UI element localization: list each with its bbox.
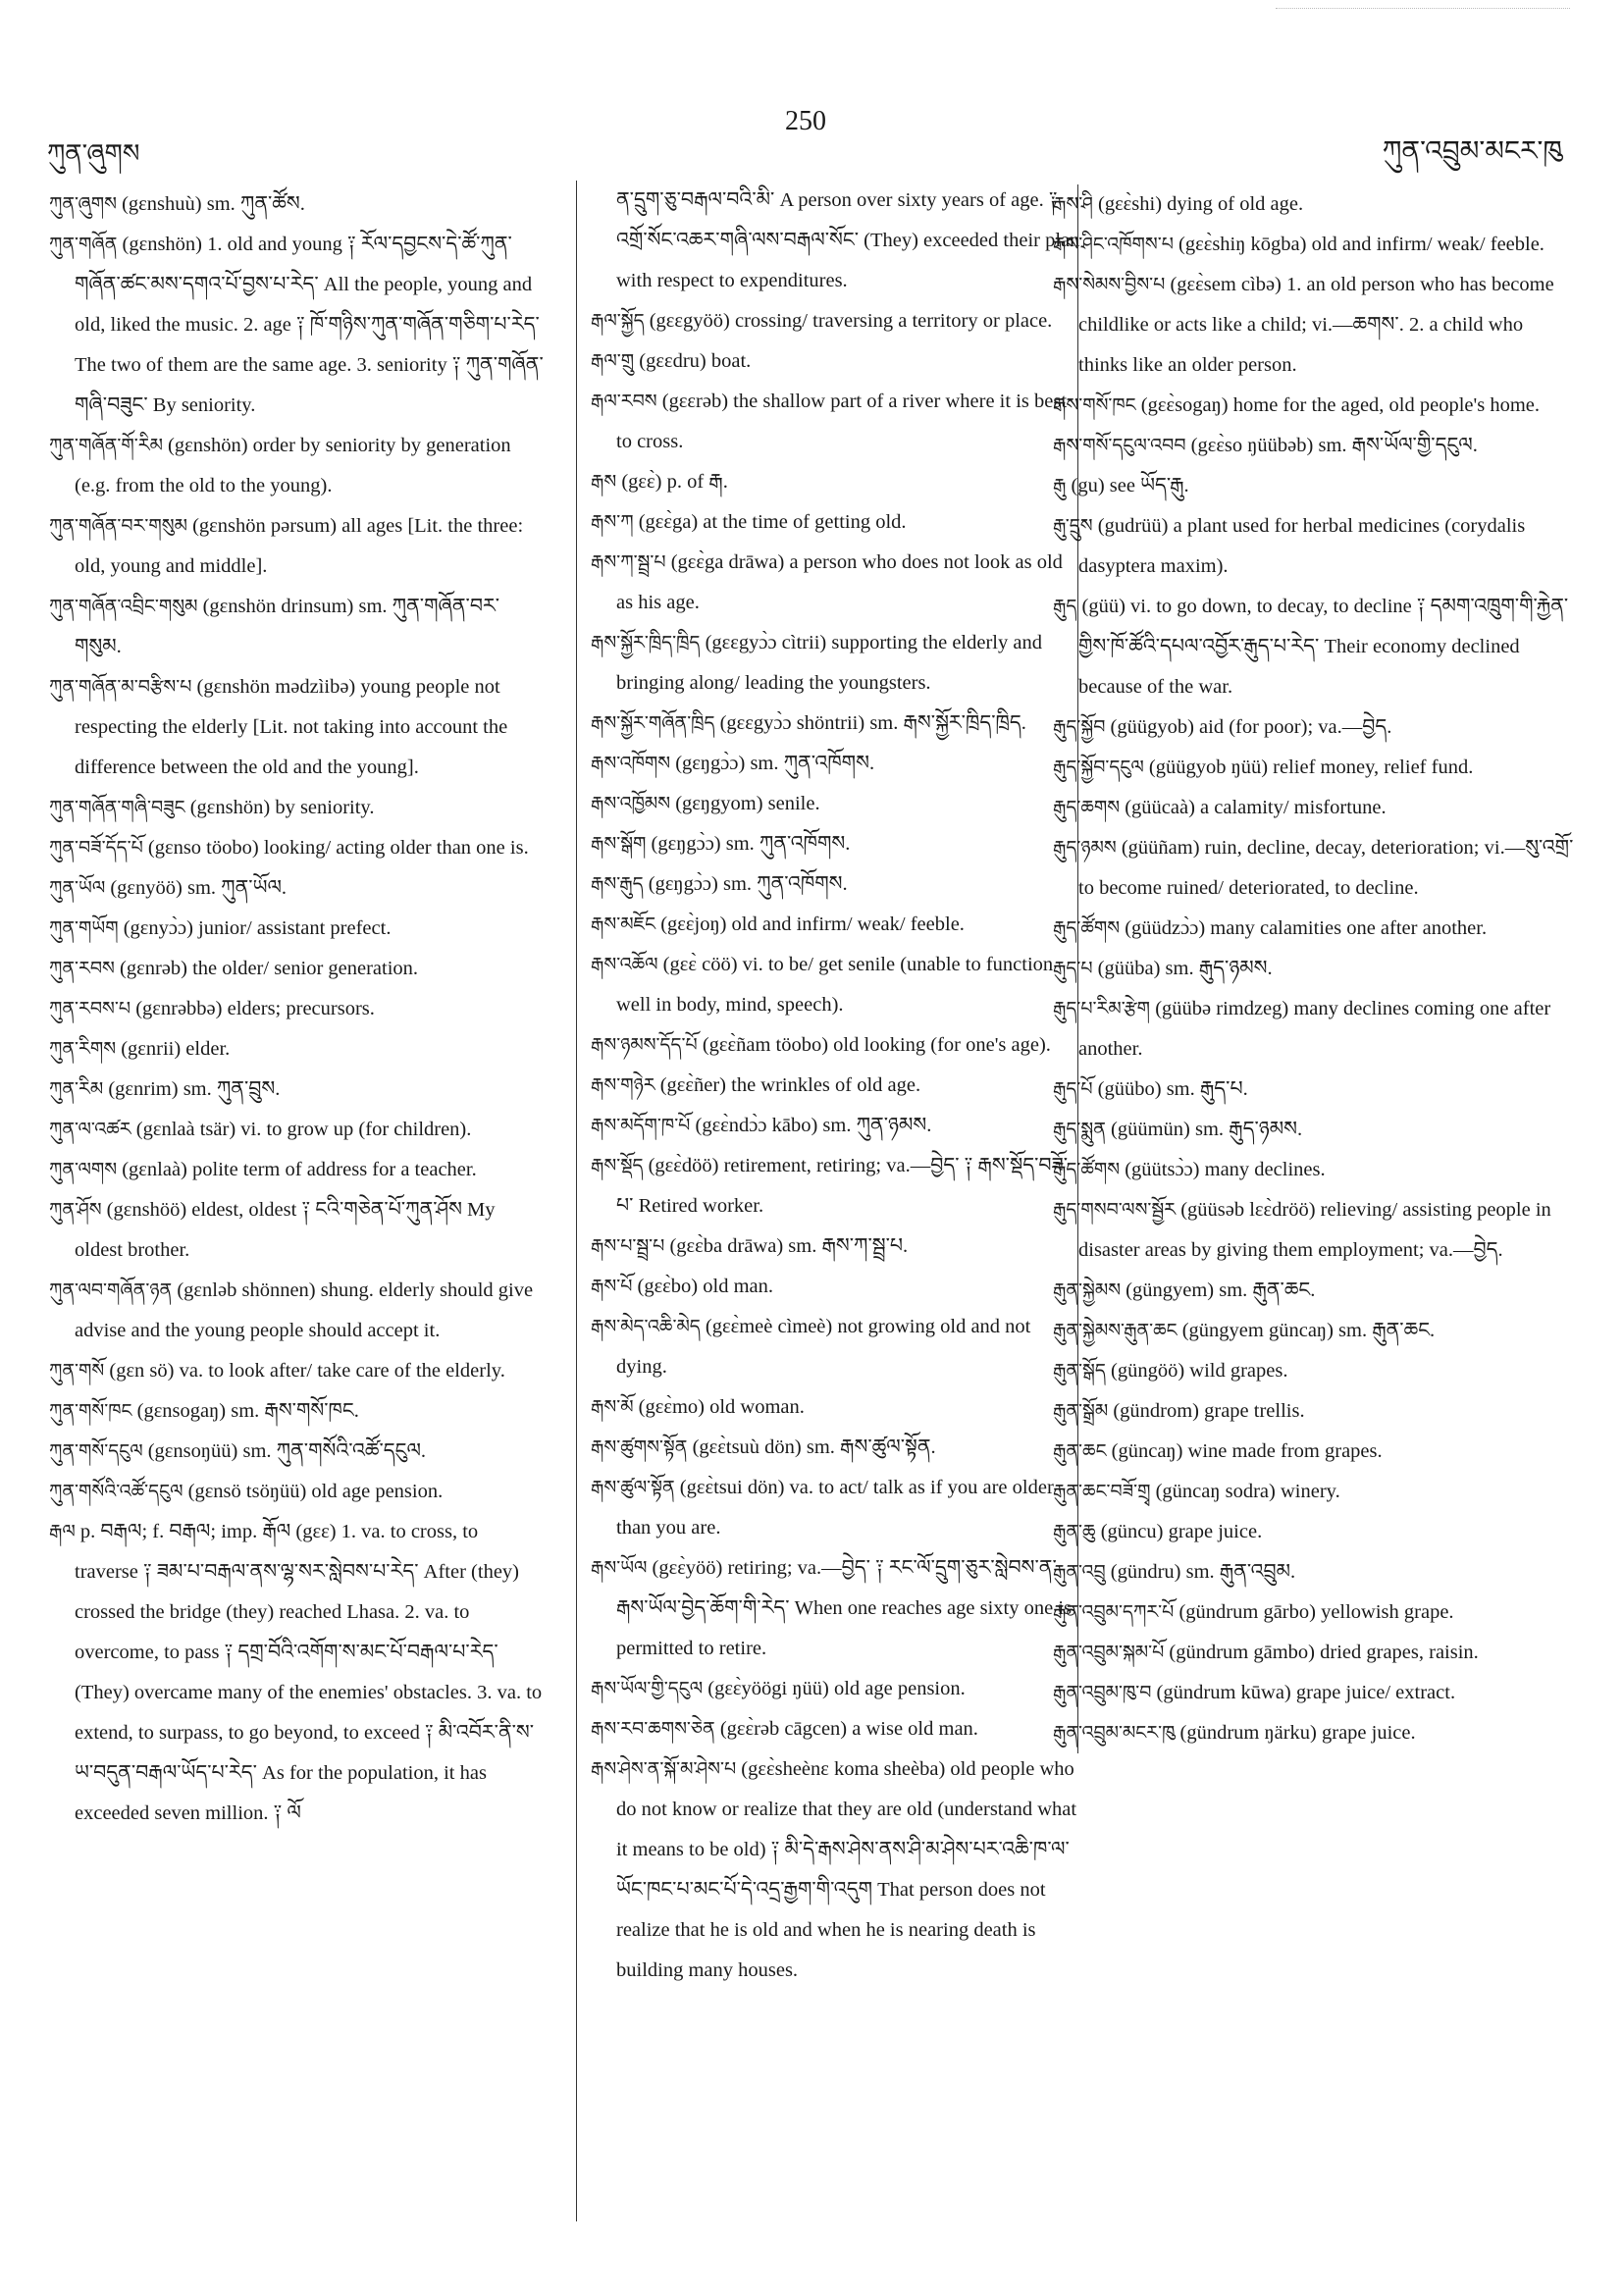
dictionary-entry <box>591 1428 1084 1468</box>
dictionary-entry <box>591 341 1084 382</box>
definition: (güncu) grape juice. <box>1100 1521 1263 1542</box>
dictionary-entry <box>591 462 1084 502</box>
definition: (güümün) sm. རྒུད་ཉམས. <box>1111 1119 1303 1140</box>
definition: (gɛɛ̀shiŋ kōgba) old and infirm/ weak/ feeble. <box>1178 234 1544 255</box>
headword: ཀུན་གཡོག <box>49 917 119 939</box>
dictionary-entry <box>49 1472 545 1512</box>
headword: རྒུད་ཆགས <box>1053 797 1121 818</box>
definition: (güücaà) a calamity/ misfortune. <box>1125 797 1387 818</box>
dictionary-entry <box>1053 506 1574 587</box>
dictionary-entry <box>1053 828 1574 909</box>
dictionary-entry <box>1053 1271 1574 1311</box>
left-guide-word: ཀུན་ཞུགས <box>47 139 140 169</box>
dictionary-entry <box>1053 1190 1574 1271</box>
definition: (gɛɛ̀sogaŋ) home for the aged, old people's home. <box>1140 394 1540 416</box>
definition: (güügyob ŋüü) relief money, relief fund. <box>1148 757 1474 778</box>
dictionary-entry <box>49 1110 545 1150</box>
dictionary-entry <box>1053 1391 1574 1432</box>
definition: (gɛnshön pərsum) all ages [Lit. the three: old, young and middle]. <box>75 515 524 577</box>
dictionary-entry <box>49 1029 545 1070</box>
headword: རྒས་ཡོལ <box>591 1557 648 1579</box>
definition: (gɛnshön mədzìibə) young people not respecting the elderly [Lit. not taking into account the difference between the old and the young]. <box>75 676 508 778</box>
headword: ཀུན་གསོ་ཁང <box>49 1400 132 1422</box>
definition: (gündru) sm. རྒུན་འབྲུམ. <box>1110 1561 1296 1583</box>
definition: (gündrum gāmbo) dried grapes, raisin. <box>1169 1642 1479 1663</box>
dictionary-entry <box>49 1391 545 1432</box>
dictionary-entry <box>1053 265 1574 386</box>
headword: ཀུན་གཞོན་གོ་རིམ <box>49 435 163 456</box>
headword: རྒུན་འབྲུམ་སྐམ་པོ <box>1053 1642 1165 1663</box>
headword: རྒས་སྒོག <box>591 833 647 855</box>
headword: རྒས་པ་སྦྲ་པ <box>591 1235 665 1257</box>
dictionary-entry <box>49 1070 545 1110</box>
headword: ཀུན་ལ་འཚར <box>49 1119 131 1140</box>
definition: (gɛnrii) elder. <box>121 1038 231 1060</box>
headword: རྒས་སྐྱོར་ཁྲིད་ཁྲིད <box>591 632 701 653</box>
headword: རྒས <box>591 471 617 493</box>
dictionary-entry <box>591 824 1084 864</box>
dictionary-entry <box>1053 466 1574 506</box>
definition: (gɛnrəb) the older/ senior generation. <box>120 958 419 979</box>
headword: ཀུན་གཞོན་གཞི་བཟུང <box>49 797 185 818</box>
headword: རྒུན་ཆུ <box>1053 1521 1096 1542</box>
headword: ཀུན་ལགས <box>49 1159 118 1180</box>
right-guide-word: ཀུན་འབྲུམ་མངར་ཁུ <box>1382 134 1562 167</box>
dictionary-entry <box>1053 1673 1574 1713</box>
definition: (güngöö) wild grapes. <box>1111 1360 1288 1382</box>
definition: (gɛɛ̀ñam töobo) old looking (for one's age). <box>702 1034 1051 1056</box>
definition: (güütsɔ̀ɔ) many declines. <box>1125 1159 1326 1180</box>
dictionary-entry <box>1053 225 1574 265</box>
headword: རྒུན་འབྲུ <box>1053 1561 1106 1583</box>
headword: ཀུན་གཞོན་བར་གསུམ <box>49 515 187 537</box>
dictionary-entry <box>591 1468 1084 1548</box>
definition: p. བརྒལ; f. བརྒལ; imp. རྒོལ (gɛɛ) 1. va. to cross, to traverse ༑ ཟམ་པ་བརྒལ་ནས་ལྷ་སར་སླེབས་པ་རེད་ After (they) crossed the bridge (they) reached Lhasa. 2. va. to overcome, to pass ༑ དགྲ་བོའི་འགོག་ས་མང་པོ་བརྒལ་པ་རེད་ (They) overcame many of the enemies' obstacles. 3. va. to extend, to surpass, to go beyond, to exceed ༑ མི་འབོར་ནི་ས་ཡ་བདུན་བརྒལ་ཡོད་པ་རེད་ As for the population, it has exceeded seven million. ༑ ལོ <box>75 1521 543 1824</box>
headword: ཀུན་གཞོན <box>49 234 118 255</box>
headword: རྒལ་གྲུ <box>591 350 635 372</box>
headword: རྒས་རྒུད <box>591 873 644 895</box>
column-2 <box>576 181 1084 2221</box>
dictionary-entry <box>49 184 545 225</box>
definition: (güüsəb lɛɛ̀dröö) relieving/ assisting people in disaster areas by giving them employment; va.—བྱེད. <box>1078 1199 1551 1261</box>
headword: ཀུན་གཞོན་མ་བརྩིས་པ <box>49 676 192 698</box>
dictionary-entry <box>1053 587 1574 707</box>
dictionary-entry <box>49 1190 545 1271</box>
dictionary-entry <box>49 989 545 1029</box>
definition: (güncaŋ) wine made from grapes. <box>1111 1440 1383 1462</box>
headword: རྒུན་འབྲུམ་དཀར་པོ <box>1053 1601 1175 1623</box>
definition: (gɛɛgyɔ̀ɔ shöntrii) sm. རྒས་སྐྱོར་ཁྲིད་ཁྲིད. <box>719 712 1026 734</box>
headword: རྒལ <box>49 1521 76 1542</box>
top-rule <box>1276 8 1570 9</box>
headword: རྒུན་སྒྲོམ <box>1053 1400 1109 1422</box>
dictionary-entry <box>591 1548 1084 1669</box>
headword: རྒས་ཚུགས་སྟོན <box>591 1436 688 1458</box>
headword: རྒུན་སྒོད <box>1053 1360 1106 1382</box>
dictionary-entry <box>1053 1311 1574 1351</box>
definition: (gu) see ཡོད་རྒུ. <box>1071 475 1189 496</box>
headword: རྒུད་པ <box>1053 958 1093 979</box>
page-number: 250 <box>785 106 826 136</box>
headword: རྒས་ཤེས་ན་སྐོ་མ་ཤེས་པ <box>591 1758 737 1780</box>
headword: རྒས་ཤི <box>1053 193 1093 215</box>
headword: རྒས་མདོག་ཁ་པོ <box>591 1115 691 1136</box>
dictionary-entry <box>591 1106 1084 1146</box>
headword: ཀུན་ཡོལ <box>49 877 106 899</box>
definition: (gɛɛgyɔ̀ɔ cìtrii) supporting the elderly and bringing along/ leading the youngsters. <box>616 632 1042 694</box>
dictionary-entry <box>591 543 1084 623</box>
dictionary-entry <box>49 868 545 909</box>
definition: (gɛɛ̀so ŋüübəb) sm. རྒས་ཡོལ་གྱི་དངུལ. <box>1190 435 1478 456</box>
headword: རྒས་སེམས་བྱིས་པ <box>1053 274 1166 295</box>
definition: (gündrom) grape trellis. <box>1113 1400 1305 1422</box>
definition: (gɛɛ̀sheènɛ koma sheèba) old people who do not know or realize that they are old (understand what it means to be old) ༑ མི་དེ་རྒས་ཤེས་ནས་ཤི་མ་ཤེས་པར་འཆི་ཁ་ལ་ཡོང་ཁང་པ་མང་པོ་དེ་འདྲ་རྒྱག་གི་འདུག That person does not realize that he is old and when he is nearing death is building many houses. <box>616 1758 1077 1981</box>
dictionary-entry <box>1053 1432 1574 1472</box>
definition: (gɛnyöö) sm. ཀུན་ཡོལ. <box>110 877 288 899</box>
headword: ཀུན་རིམ <box>49 1078 104 1100</box>
dictionary-entry <box>1053 184 1574 225</box>
definition: (gɛɛ̀rəb cāgcen) a wise old man. <box>719 1718 978 1740</box>
headword: རྒུན་སྐྱེམས་རྒུན་ཆང <box>1053 1320 1178 1341</box>
dictionary-entry <box>591 1066 1084 1106</box>
headword: རྒས་སྡོད <box>591 1155 644 1176</box>
headword: རྒུན་སྐྱེམས <box>1053 1279 1122 1301</box>
headword: རྒས་འཁྱོམས <box>591 793 671 814</box>
headword: རྒུད <box>1053 596 1077 617</box>
definition: (gɛɛdru) boat. <box>639 350 752 372</box>
definition: (gɛɛ̀meè cìmeè) not growing old and not dying. <box>616 1316 1031 1378</box>
definition: (gɛɛ̀yöö) retiring; va.—བྱེད་ ༑ རང་ལོ་དྲུག་ཅུར་སླེབས་ན་རྒས་ཡོལ་བྱེད་ཆོག་གི་རེད་ When one reaches age sixty one is permitted to retire. <box>616 1557 1073 1659</box>
definition: (gɛɛ̀joŋ) old and infirm/ weak/ feeble. <box>660 913 965 935</box>
dictionary-entry <box>1053 707 1574 748</box>
headword: རྒས་ཀ་སྦྲ་པ <box>591 551 666 573</box>
definition: (gɛɛgyöö) crossing/ traversing a territory or place. <box>649 310 1053 332</box>
dictionary-entry <box>1053 1592 1574 1633</box>
column-3 <box>1053 184 1574 1753</box>
dictionary-entry <box>591 502 1084 543</box>
dictionary-entry <box>49 1150 545 1190</box>
dictionary-entry <box>49 1432 545 1472</box>
headword: རྒས་ཚུལ་སྟོན <box>591 1477 675 1498</box>
definition: (gündrum kūwa) grape juice/ extract. <box>1156 1682 1456 1703</box>
definition: (gɛŋgɔ̀ɔ) sm. ཀུན་འཁོགས. <box>651 833 851 855</box>
headword: རྒས་ཤིང་འཁོགས་པ <box>1053 234 1174 255</box>
headword: ཀུན་རིགས <box>49 1038 117 1060</box>
definition: (gɛŋgɔ̀ɔ) sm. ཀུན་འཁོགས. <box>675 753 875 774</box>
definition: (gɛŋgɔ̀ɔ) sm. ཀུན་འཁོགས. <box>648 873 848 895</box>
headword: རྒུད་གསབ་ལས་སྦྱོར <box>1053 1199 1177 1221</box>
dictionary-entry <box>1053 1070 1574 1110</box>
headword: རྒུན་ཆང <box>1053 1440 1107 1462</box>
headword: ཀུན་ལབ་གཞོན་ཉན <box>49 1279 173 1301</box>
headword: རྒུན་འབྲུམ་མངར་ཁུ <box>1053 1722 1176 1744</box>
definition: (gɛnlaà) polite term of address for a teacher. <box>122 1159 477 1180</box>
definition: (gɛɛ̀sem cìbə) 1. an old person who has become childlike or acts like a child; vi.—ཆགས་. 2. a child who thinks like an older person. <box>1078 274 1554 376</box>
definition: (gündrum ŋärku) grape juice. <box>1179 1722 1416 1744</box>
definition: (güüdzɔ̀ɔ) many calamities one after another. <box>1125 917 1488 939</box>
dictionary-entry <box>1053 1713 1574 1753</box>
definition: (gɛnləb shönnen) shung. elderly should give advise and the young people should accept it. <box>75 1279 534 1341</box>
dictionary-entry <box>49 828 545 868</box>
headword: ཀུན་གསོ་དངུལ <box>49 1440 143 1462</box>
dictionary-entry <box>49 949 545 989</box>
definition: (gɛnrim) sm. ཀུན་བྲུས. <box>108 1078 281 1100</box>
dictionary-entry <box>591 382 1084 462</box>
headword: རྒས་ཀ <box>591 511 634 533</box>
headword: རྒས་གསོ་དངུལ་འབབ <box>1053 435 1186 456</box>
headword: རྒས་གསོ་ཁང <box>1053 394 1136 416</box>
definition: (gɛnshöö) eldest, oldest ༑ ངའི་གཅེན་པོ་ཀུན་ཤོས My oldest brother. <box>75 1199 496 1261</box>
definition: (gɛnshön drinsum) sm. ཀུན་གཞོན་བར་གསུམ. <box>75 596 500 657</box>
dictionary-entry <box>49 788 545 828</box>
definition: (güübo) sm. རྒུད་པ. <box>1097 1078 1248 1100</box>
definition: (gɛn sö) va. to look after/ take care of the elderly. <box>109 1360 505 1382</box>
definition: (gɛɛ̀ndɔ̀ɔ kābo) sm. ཀུན་ཉམས. <box>695 1115 932 1136</box>
definition: (gɛɛ̀shi) dying of old age. <box>1098 193 1304 215</box>
dictionary-entry <box>49 225 545 426</box>
dictionary-entry <box>1053 386 1574 426</box>
definition: (gudrüü) a plant used for herbal medicines (corydalis dasyptera maxim). <box>1078 515 1526 577</box>
headword: རྒས་པོ <box>591 1276 633 1297</box>
dictionary-entry <box>591 1307 1084 1387</box>
definition: (gɛnyɔ̀ɔ) junior/ assistant prefect. <box>123 917 392 939</box>
headword: རྒས་མེད་འཆི་མེད <box>591 1316 701 1337</box>
definition: (gɛɛ̀tsui dön) va. to act/ talk as if you are older than you are. <box>616 1477 1054 1539</box>
headword: ཀུན་གསོ <box>49 1360 105 1382</box>
dictionary-entry <box>591 864 1084 905</box>
definition: (gɛŋgyom) senile. <box>675 793 820 814</box>
dictionary-entry <box>1053 1633 1574 1673</box>
definition: (gɛɛ̀bo) old man. <box>637 1276 773 1297</box>
definition: (güngyem) sm. རྒུན་ཆང. <box>1126 1279 1316 1301</box>
headword: རྒུ་དྲུས <box>1053 515 1093 537</box>
dictionary-entry <box>591 704 1084 744</box>
definition: (gɛnso töobo) looking/ acting older than one is. <box>147 837 529 859</box>
definition: (güügyob) aid (for poor); va.—བྱེད. <box>1110 716 1392 738</box>
dictionary-entry <box>1053 909 1574 949</box>
headword: རྒས་གཉེར <box>591 1074 655 1096</box>
headword: ཀུན་ཤོས <box>49 1199 102 1221</box>
definition: (gɛɛ̀) p. of རྒ. <box>621 471 728 493</box>
headword: རྒས་མཇོང <box>591 913 656 935</box>
dictionary-entry <box>1053 989 1574 1070</box>
definition: (gɛɛ̀tsuù dön) sm. རྒས་ཚུལ་སྟོན. <box>692 1436 936 1458</box>
definition: (gɛnshön) by seniority. <box>189 797 375 818</box>
dictionary-entry <box>591 1226 1084 1267</box>
dictionary-entry <box>591 623 1084 704</box>
definition: (gɛɛ̀mo) old woman. <box>638 1396 805 1418</box>
headword: རྒལ་རབས <box>591 391 657 412</box>
headword: རྒས་རབ་ཆགས་ཅེན <box>591 1718 715 1740</box>
headword: རྒུད་ཚོགས <box>1053 917 1121 939</box>
headword: རྒས་ཡོལ་གྱི་དངུལ <box>591 1678 704 1699</box>
headword: རྒུད་པོ <box>1053 1078 1093 1100</box>
dictionary-entry <box>49 506 545 587</box>
headword: རྒུད་ཚོགས <box>1053 1159 1121 1180</box>
headword: ཀུན་གསོའི་འཚོ་དངུལ <box>49 1481 183 1502</box>
headword: རྒས་འཁོགས <box>591 753 671 774</box>
definition: (gɛnsogaŋ) sm. རྒས་གསོ་ཁང. <box>136 1400 359 1422</box>
dictionary-entry <box>591 1669 1084 1709</box>
dictionary-entry <box>1053 949 1574 989</box>
headword: ཀུན་རབས <box>49 958 115 979</box>
definition: (gɛɛ̀ga drāwa) a person who does not look as old as his age. <box>616 551 1063 613</box>
dictionary-entry <box>1053 748 1574 788</box>
dictionary-entry <box>591 744 1084 784</box>
dictionary-entry <box>591 1146 1084 1226</box>
dictionary-entry <box>1053 788 1574 828</box>
headword: རྒུད་སྐྱོབ་དངུལ <box>1053 757 1144 778</box>
definition: (güngyem güncaŋ) sm. རྒུན་ཆང. <box>1181 1320 1436 1341</box>
definition: (güüba) sm. རྒུད་ཉམས. <box>1097 958 1273 979</box>
dictionary-entry <box>591 1749 1084 1991</box>
definition: (güüñam) ruin, decline, decay, deterioration; vi.—སུ་འགྲོ་ to become ruined/ deteriorated, to decline. <box>1078 837 1574 899</box>
definition: (gündrum gārbo) yellowish grape. <box>1178 1601 1454 1623</box>
column-1 <box>49 184 545 1834</box>
dictionary-entry <box>49 587 545 667</box>
dictionary-entry <box>591 301 1084 341</box>
definition: (gɛnsö tsöŋüü) old age pension. <box>187 1481 444 1502</box>
headword: རྒུན་ཆང་བཟོ་གྲྭ <box>1053 1481 1151 1502</box>
definition: (gɛɛ̀ba drāwa) sm. རྒས་ཀ་སྦྲ་པ. <box>669 1235 909 1257</box>
dictionary-entry <box>49 667 545 788</box>
dictionary-entry <box>1053 1472 1574 1512</box>
headword: ཀུན་ཞུགས <box>49 193 117 215</box>
headword: རྒས་ཉམས་དོད་པོ <box>591 1034 698 1056</box>
dictionary-entry <box>49 1271 545 1351</box>
dictionary-entry <box>591 905 1084 945</box>
definition: (gɛɛ̀ cöö) vi. to be/ get senile (unable to function well in body, mind, speech). <box>616 954 1054 1016</box>
headword: རྒུད་སྨུན <box>1053 1119 1106 1140</box>
definition: (gɛnlaà tsär) vi. to grow up (for children). <box>135 1119 472 1140</box>
headword: ཀུན་བཟོ་དོད་པོ <box>49 837 143 859</box>
dictionary-entry <box>591 784 1084 824</box>
dictionary-entry <box>591 1387 1084 1428</box>
headword: ཀུན་རབས་པ <box>49 998 131 1019</box>
dictionary-entry <box>49 1512 545 1834</box>
dictionary-entry <box>1053 1150 1574 1190</box>
dictionary-entry <box>1053 1512 1574 1552</box>
dictionary-entry <box>1053 1110 1574 1150</box>
definition: (gɛɛ̀döö) retirement, retiring; va.—བྱེད་ ༑ རྒས་སྡོད་བཟོ་པ་ Retired worker. <box>616 1155 1069 1217</box>
headword: ཀུན་གཞོན་འབྲིང་གསུམ <box>49 596 198 617</box>
definition: (gɛɛ̀ga) at the time of getting old. <box>638 511 907 533</box>
dictionary-entry <box>1053 1351 1574 1391</box>
dictionary-entry <box>1053 1552 1574 1592</box>
dictionary-entry <box>49 426 545 506</box>
headword: རྒས་མོ <box>591 1396 634 1418</box>
headword: རྒུ <box>1053 475 1067 496</box>
definition: (gɛnsoŋüü) sm. ཀུན་གསོའི་འཚོ་དངུལ. <box>147 1440 427 1462</box>
dictionary-entry <box>49 1351 545 1391</box>
definition: (gɛnshön) 1. old and young ༑ རོལ་དབྱངས་དེ་ཚོ་ཀུན་གཞོན་ཚང་མས་དགའ་པོ་བྱས་པ་རེད་ All the people, young and old, liked the music. 2. age ༑ ཁོ་གཉིས་ཀུན་གཞོན་གཅིག་པ་རེད་ The two of them are the same age. 3. seniority ༑ ཀུན་གཞོན་གཞི་བཟུང་ By seniority. <box>75 234 544 416</box>
definition: (güü) vi. to go down, to decay, to decline ༑ དམག་འཁྲུག་གི་རྐྱེན་གྱིས་ཁོ་ཚོའི་དཔལ་འབྱོར་རྒུད་པ་རེད་ Their economy declined because of the war. <box>1078 596 1569 698</box>
dictionary-entry <box>1053 426 1574 466</box>
dictionary-entry <box>591 945 1084 1025</box>
headword: རྒུད་ཉམས <box>1053 837 1117 859</box>
dictionary-entry <box>49 909 545 949</box>
definition: (güncaŋ sodra) winery. <box>1155 1481 1340 1502</box>
headword: རྒལ་སྐྱོད <box>591 310 645 332</box>
headword: རྒས་སྐྱོར་གཞོན་ཁྲིད <box>591 712 715 734</box>
definition: (gɛɛ̀yöögi ŋüü) old age pension. <box>707 1678 966 1699</box>
definition: ན་དྲུག་ཅུ་བརྒལ་བའི་མི་ A person over sixty years of age. ༑ འགྲོ་སོང་འཆར་གཞི་ལས་བརྒལ་སོང་ (They) exceeded their plan with respect to expenditures. <box>616 189 1080 291</box>
definition: (gɛnshuù) sm. ཀུན་ཚོས. <box>122 193 305 215</box>
headword: རྒུད་པ་རིམ་རྩེག <box>1053 998 1151 1019</box>
definition: (gɛnshön) order by seniority by generation (e.g. from the old to the young). <box>75 435 511 496</box>
dictionary-entry <box>591 1267 1084 1307</box>
definition: (gɛɛ̀ñer) the wrinkles of old age. <box>659 1074 921 1096</box>
dictionary-entry <box>591 1709 1084 1749</box>
headword: རྒས་འཆོལ <box>591 954 658 975</box>
dictionary-entry <box>591 1025 1084 1066</box>
definition: (güübə rimdzeg) many declines coming one after another. <box>1078 998 1551 1060</box>
headword: རྒུན་འབྲུམ་ཁུ་བ <box>1053 1682 1152 1703</box>
dictionary-entry <box>591 181 1084 301</box>
definition: (gɛnrəbbə) elders; precursors. <box>135 998 375 1019</box>
definition: (gɛɛrəb) the shallow part of a river where it is best to cross. <box>616 391 1068 452</box>
headword: རྒུད་སྐྱོབ <box>1053 716 1106 738</box>
